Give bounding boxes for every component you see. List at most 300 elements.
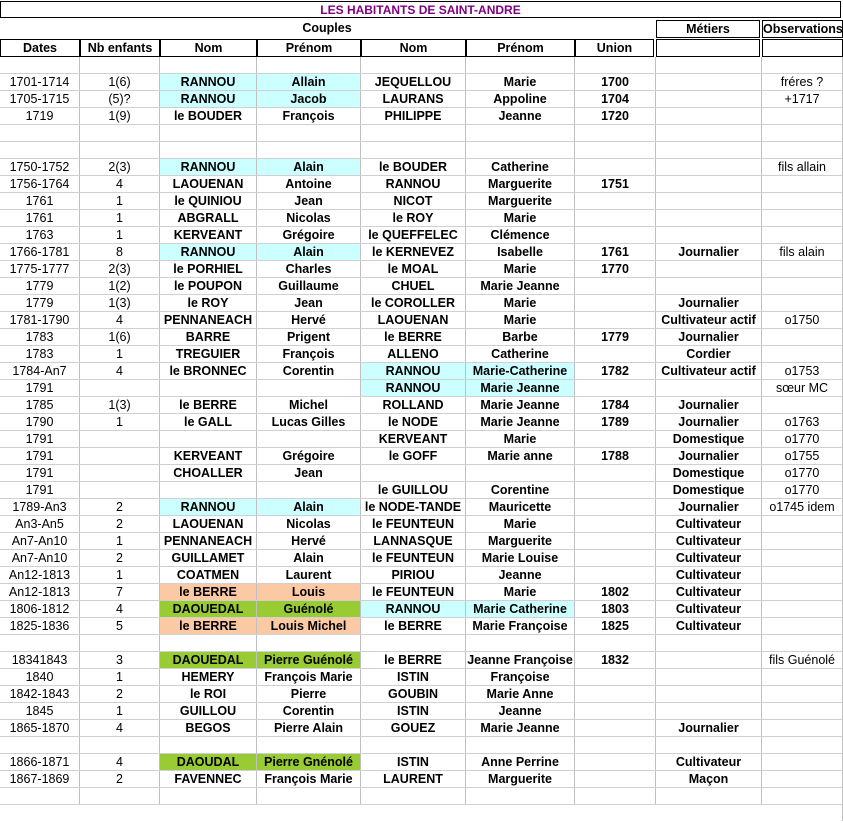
cell-prenom-wife[interactable]: Marie Jeanne: [466, 380, 575, 397]
cell-dates[interactable]: 1705-1715: [0, 91, 80, 108]
cell-prenom-wife[interactable]: Marguerite: [466, 533, 575, 550]
cell-metiers[interactable]: [656, 176, 762, 193]
cell-dates[interactable]: 1783: [0, 329, 80, 346]
cell-metiers[interactable]: [656, 227, 762, 244]
cell-observations[interactable]: fils Guénolé: [762, 652, 843, 669]
cell-union[interactable]: [575, 193, 656, 210]
cell-dates[interactable]: 1806-1812: [0, 601, 80, 618]
cell-observations[interactable]: [762, 703, 843, 720]
cell-prenom-husband[interactable]: Alain: [257, 159, 361, 176]
cell-nb-enfants[interactable]: 1: [80, 703, 160, 720]
cell-dates[interactable]: 1766-1781: [0, 244, 80, 261]
cell-nom-wife[interactable]: le FEUNTEUN: [361, 516, 466, 533]
cell-dates[interactable]: 1763: [0, 227, 80, 244]
cell-dates[interactable]: [0, 57, 80, 74]
cell-nom-husband[interactable]: RANNOU: [160, 74, 257, 91]
cell-prenom-wife[interactable]: Marie: [466, 295, 575, 312]
cell-union[interactable]: [575, 57, 656, 74]
cell-nom-husband[interactable]: LAOUENAN: [160, 516, 257, 533]
cell-nb-enfants[interactable]: 3: [80, 652, 160, 669]
cell-dates[interactable]: 1791: [0, 380, 80, 397]
cell-nb-enfants[interactable]: 1(2): [80, 278, 160, 295]
cell-prenom-husband[interactable]: [257, 737, 361, 754]
cell-prenom-wife[interactable]: Marie Jeanne: [466, 278, 575, 295]
cell-union[interactable]: [575, 771, 656, 788]
cell-prenom-wife[interactable]: Jeanne: [466, 703, 575, 720]
cell-union[interactable]: [575, 210, 656, 227]
cell-union[interactable]: [575, 431, 656, 448]
cell-dates[interactable]: 1783: [0, 346, 80, 363]
col-header-prenom-husband[interactable]: Prénom: [257, 39, 361, 57]
cell-nom-wife[interactable]: [361, 635, 466, 652]
cell-dates[interactable]: 1761: [0, 193, 80, 210]
cell-prenom-husband[interactable]: Antoine: [257, 176, 361, 193]
cell-nom-wife[interactable]: le MOAL: [361, 261, 466, 278]
cell-metiers[interactable]: Domestique: [656, 465, 762, 482]
cell-observations[interactable]: [762, 227, 843, 244]
cell-union[interactable]: [575, 482, 656, 499]
cell-nom-wife[interactable]: le BOUDER: [361, 159, 466, 176]
cell-nom-husband[interactable]: le BERRE: [160, 584, 257, 601]
cell-observations[interactable]: [762, 176, 843, 193]
cell-prenom-husband[interactable]: Prigent: [257, 329, 361, 346]
cell-union[interactable]: 1789: [575, 414, 656, 431]
cell-prenom-wife[interactable]: Marie Louise: [466, 550, 575, 567]
cell-observations[interactable]: [762, 142, 843, 159]
cell-nom-wife[interactable]: ROLLAND: [361, 397, 466, 414]
cell-nom-husband[interactable]: le ROY: [160, 295, 257, 312]
cell-nom-husband[interactable]: le QUINIOU: [160, 193, 257, 210]
cell-metiers[interactable]: [656, 635, 762, 652]
cell-nb-enfants[interactable]: 2(3): [80, 159, 160, 176]
cell-dates[interactable]: An7-An10: [0, 533, 80, 550]
cell-nom-wife[interactable]: le BERRE: [361, 652, 466, 669]
cell-observations[interactable]: o1763: [762, 414, 843, 431]
cell-union[interactable]: 1700: [575, 74, 656, 91]
cell-union[interactable]: [575, 567, 656, 584]
cell-metiers[interactable]: [656, 193, 762, 210]
cell-nom-wife[interactable]: [361, 142, 466, 159]
cell-metiers[interactable]: Journalier: [656, 244, 762, 261]
cell-prenom-husband[interactable]: Nicolas: [257, 210, 361, 227]
cell-prenom-husband[interactable]: [257, 788, 361, 805]
cell-metiers[interactable]: [656, 91, 762, 108]
cell-metiers[interactable]: Domestique: [656, 482, 762, 499]
cell-nom-husband[interactable]: HEMERY: [160, 669, 257, 686]
cell-observations[interactable]: fils allain: [762, 159, 843, 176]
cell-nb-enfants[interactable]: [80, 125, 160, 142]
cell-prenom-wife[interactable]: Marie: [466, 584, 575, 601]
cell-metiers[interactable]: Journalier: [656, 499, 762, 516]
cell-nom-wife[interactable]: [361, 788, 466, 805]
cell-dates[interactable]: 1750-1752: [0, 159, 80, 176]
cell-dates[interactable]: 1842-1843: [0, 686, 80, 703]
cell-nom-wife[interactable]: ISTIN: [361, 669, 466, 686]
col-header-observations[interactable]: [762, 39, 843, 57]
cell-prenom-wife[interactable]: Marie: [466, 516, 575, 533]
cell-prenom-husband[interactable]: Pierre Alain: [257, 720, 361, 737]
cell-nom-wife[interactable]: le BERRE: [361, 618, 466, 635]
cell-metiers[interactable]: [656, 788, 762, 805]
cell-dates[interactable]: 1779: [0, 295, 80, 312]
cell-observations[interactable]: o1753: [762, 363, 843, 380]
cell-nom-husband[interactable]: GUILLAMET: [160, 550, 257, 567]
cell-observations[interactable]: sœur MC: [762, 380, 843, 397]
cell-nom-husband[interactable]: LAOUENAN: [160, 176, 257, 193]
cell-nom-wife[interactable]: [361, 737, 466, 754]
cell-dates[interactable]: 1867-1869: [0, 771, 80, 788]
cell-union[interactable]: [575, 669, 656, 686]
cell-observations[interactable]: [762, 533, 843, 550]
cell-metiers[interactable]: Cultivateur: [656, 516, 762, 533]
col-header-prenom-wife[interactable]: Prénom: [466, 39, 575, 57]
cell-nom-husband[interactable]: [160, 788, 257, 805]
cell-metiers[interactable]: [656, 652, 762, 669]
cell-nom-wife[interactable]: LAURANS: [361, 91, 466, 108]
cell-dates[interactable]: An7-An10: [0, 550, 80, 567]
cell-nb-enfants[interactable]: 1: [80, 669, 160, 686]
cell-observations[interactable]: fréres ?: [762, 74, 843, 91]
cell-observations[interactable]: [762, 329, 843, 346]
cell-metiers[interactable]: Cultivateur: [656, 533, 762, 550]
cell-union[interactable]: [575, 550, 656, 567]
cell-union[interactable]: [575, 159, 656, 176]
cell-nom-husband[interactable]: [160, 57, 257, 74]
cell-union[interactable]: [575, 737, 656, 754]
cell-nb-enfants[interactable]: [80, 142, 160, 159]
cell-observations[interactable]: o1770: [762, 465, 843, 482]
cell-union[interactable]: 1782: [575, 363, 656, 380]
cell-nb-enfants[interactable]: 1(9): [80, 108, 160, 125]
cell-prenom-wife[interactable]: Françoise: [466, 669, 575, 686]
cell-prenom-husband[interactable]: [257, 380, 361, 397]
cell-union[interactable]: 1704: [575, 91, 656, 108]
cell-observations[interactable]: [762, 346, 843, 363]
cell-nb-enfants[interactable]: 1(6): [80, 74, 160, 91]
cell-nom-husband[interactable]: RANNOU: [160, 91, 257, 108]
cell-metiers[interactable]: [656, 74, 762, 91]
cell-observations[interactable]: [762, 210, 843, 227]
cell-nom-wife[interactable]: le GUILLOU: [361, 482, 466, 499]
cell-prenom-husband[interactable]: Guénolé: [257, 601, 361, 618]
cell-metiers[interactable]: [656, 108, 762, 125]
cell-nom-husband[interactable]: le POUPON: [160, 278, 257, 295]
cell-nb-enfants[interactable]: (5)?: [80, 91, 160, 108]
cell-nom-wife[interactable]: le COROLLER: [361, 295, 466, 312]
cell-nom-wife[interactable]: ISTIN: [361, 754, 466, 771]
cell-prenom-husband[interactable]: François: [257, 346, 361, 363]
cell-nb-enfants[interactable]: [80, 737, 160, 754]
cell-prenom-wife[interactable]: [466, 142, 575, 159]
cell-nom-wife[interactable]: ALLENO: [361, 346, 466, 363]
cell-prenom-wife[interactable]: Marie-Catherine: [466, 363, 575, 380]
cell-prenom-wife[interactable]: Marguerite: [466, 193, 575, 210]
cell-union[interactable]: 1788: [575, 448, 656, 465]
cell-prenom-husband[interactable]: [257, 635, 361, 652]
cell-nom-wife[interactable]: LANNASQUE: [361, 533, 466, 550]
cell-nom-husband[interactable]: KERVEANT: [160, 227, 257, 244]
cell-prenom-wife[interactable]: Marie Anne: [466, 686, 575, 703]
cell-prenom-husband[interactable]: Grégoire: [257, 448, 361, 465]
cell-observations[interactable]: [762, 771, 843, 788]
cell-prenom-wife[interactable]: Jeanne: [466, 567, 575, 584]
cell-metiers[interactable]: [656, 125, 762, 142]
cell-union[interactable]: [575, 754, 656, 771]
cell-observations[interactable]: o1755: [762, 448, 843, 465]
cell-metiers[interactable]: Cordier: [656, 346, 762, 363]
cell-prenom-husband[interactable]: François Marie: [257, 669, 361, 686]
cell-union[interactable]: [575, 635, 656, 652]
cell-nb-enfants[interactable]: [80, 431, 160, 448]
cell-dates[interactable]: An12-1813: [0, 584, 80, 601]
cell-metiers[interactable]: [656, 380, 762, 397]
cell-observations[interactable]: [762, 516, 843, 533]
cell-union[interactable]: [575, 312, 656, 329]
cell-nom-wife[interactable]: RANNOU: [361, 176, 466, 193]
cell-dates[interactable]: 18341843: [0, 652, 80, 669]
cell-nom-husband[interactable]: RANNOU: [160, 244, 257, 261]
cell-prenom-husband[interactable]: Jean: [257, 193, 361, 210]
cell-nom-husband[interactable]: [160, 142, 257, 159]
cell-nb-enfants[interactable]: 2(3): [80, 261, 160, 278]
cell-nom-wife[interactable]: le GOFF: [361, 448, 466, 465]
cell-nom-husband[interactable]: le PORHIEL: [160, 261, 257, 278]
col-header-dates[interactable]: Dates: [0, 39, 80, 57]
cell-prenom-wife[interactable]: Marie Jeanne: [466, 414, 575, 431]
cell-dates[interactable]: 1840: [0, 669, 80, 686]
cell-nom-wife[interactable]: le NODE-TANDE: [361, 499, 466, 516]
cell-union[interactable]: [575, 227, 656, 244]
cell-metiers[interactable]: Journalier: [656, 720, 762, 737]
cell-observations[interactable]: o1750: [762, 312, 843, 329]
cell-nb-enfants[interactable]: 2: [80, 771, 160, 788]
cell-union[interactable]: [575, 499, 656, 516]
cell-prenom-wife[interactable]: Marie: [466, 431, 575, 448]
cell-union[interactable]: 1825: [575, 618, 656, 635]
cell-prenom-wife[interactable]: [466, 465, 575, 482]
cell-metiers[interactable]: Cultivateur: [656, 550, 762, 567]
cell-union[interactable]: 1720: [575, 108, 656, 125]
cell-nb-enfants[interactable]: [80, 482, 160, 499]
cell-metiers[interactable]: Maçon: [656, 771, 762, 788]
cell-prenom-wife[interactable]: Isabelle: [466, 244, 575, 261]
cell-metiers[interactable]: Cultivateur: [656, 618, 762, 635]
cell-union[interactable]: [575, 278, 656, 295]
cell-dates[interactable]: 1791: [0, 448, 80, 465]
cell-nom-husband[interactable]: [160, 431, 257, 448]
cell-nom-wife[interactable]: PHILIPPE: [361, 108, 466, 125]
cell-nom-wife[interactable]: LAURENT: [361, 771, 466, 788]
cell-nb-enfants[interactable]: [80, 465, 160, 482]
cell-nom-husband[interactable]: COATMEN: [160, 567, 257, 584]
cell-nb-enfants[interactable]: 5: [80, 618, 160, 635]
cell-dates[interactable]: 1785: [0, 397, 80, 414]
cell-prenom-husband[interactable]: Pierre Guénolé: [257, 652, 361, 669]
cell-observations[interactable]: [762, 278, 843, 295]
cell-prenom-husband[interactable]: Alain: [257, 550, 361, 567]
cell-nom-wife[interactable]: le KERNEVEZ: [361, 244, 466, 261]
cell-prenom-husband[interactable]: Allain: [257, 74, 361, 91]
cell-dates[interactable]: 1719: [0, 108, 80, 125]
cell-dates[interactable]: 1865-1870: [0, 720, 80, 737]
cell-prenom-husband[interactable]: Nicolas: [257, 516, 361, 533]
cell-prenom-husband[interactable]: [257, 125, 361, 142]
cell-nb-enfants[interactable]: 4: [80, 176, 160, 193]
cell-prenom-husband[interactable]: Grégoire: [257, 227, 361, 244]
cell-union[interactable]: [575, 720, 656, 737]
cell-dates[interactable]: 1789-An3: [0, 499, 80, 516]
cell-metiers[interactable]: [656, 57, 762, 74]
cell-dates[interactable]: 1775-1777: [0, 261, 80, 278]
cell-nom-wife[interactable]: le FEUNTEUN: [361, 584, 466, 601]
cell-nb-enfants[interactable]: 1: [80, 567, 160, 584]
cell-metiers[interactable]: Journalier: [656, 329, 762, 346]
cell-nb-enfants[interactable]: 2: [80, 499, 160, 516]
cell-observations[interactable]: [762, 584, 843, 601]
cell-metiers[interactable]: Journalier: [656, 295, 762, 312]
cell-nb-enfants[interactable]: 4: [80, 720, 160, 737]
cell-metiers[interactable]: Journalier: [656, 414, 762, 431]
cell-nom-husband[interactable]: RANNOU: [160, 159, 257, 176]
cell-nom-wife[interactable]: ISTIN: [361, 703, 466, 720]
cell-metiers[interactable]: Cultivateur actif: [656, 312, 762, 329]
cell-nom-wife[interactable]: [361, 465, 466, 482]
cell-metiers[interactable]: Cultivateur: [656, 601, 762, 618]
cell-prenom-wife[interactable]: Marie: [466, 312, 575, 329]
cell-prenom-wife[interactable]: Barbe: [466, 329, 575, 346]
cell-prenom-wife[interactable]: [466, 57, 575, 74]
cell-prenom-husband[interactable]: Pierre Gnénolé: [257, 754, 361, 771]
cell-prenom-husband[interactable]: Alain: [257, 244, 361, 261]
cell-observations[interactable]: o1745 idem: [762, 499, 843, 516]
cell-nom-husband[interactable]: KERVEANT: [160, 448, 257, 465]
cell-prenom-wife[interactable]: Marguerite: [466, 176, 575, 193]
cell-nom-wife[interactable]: le ROY: [361, 210, 466, 227]
cell-nom-husband[interactable]: ABGRALL: [160, 210, 257, 227]
cell-prenom-wife[interactable]: [466, 737, 575, 754]
cell-dates[interactable]: 1791: [0, 431, 80, 448]
cell-dates[interactable]: 1790: [0, 414, 80, 431]
cell-nb-enfants[interactable]: 1(3): [80, 397, 160, 414]
cell-dates[interactable]: 1701-1714: [0, 74, 80, 91]
cell-prenom-husband[interactable]: [257, 482, 361, 499]
cell-observations[interactable]: [762, 618, 843, 635]
cell-prenom-husband[interactable]: François Marie: [257, 771, 361, 788]
cell-nom-husband[interactable]: le BRONNEC: [160, 363, 257, 380]
cell-observations[interactable]: [762, 108, 843, 125]
cell-prenom-wife[interactable]: Catherine: [466, 159, 575, 176]
cell-nb-enfants[interactable]: 1: [80, 193, 160, 210]
cell-metiers[interactable]: [656, 261, 762, 278]
cell-union[interactable]: [575, 465, 656, 482]
cell-dates[interactable]: 1866-1871: [0, 754, 80, 771]
cell-nom-husband[interactable]: DAOUEDAL: [160, 601, 257, 618]
cell-dates[interactable]: 1756-1764: [0, 176, 80, 193]
cell-nom-wife[interactable]: [361, 125, 466, 142]
cell-observations[interactable]: [762, 125, 843, 142]
cell-nom-wife[interactable]: le NODE: [361, 414, 466, 431]
cell-metiers[interactable]: Domestique: [656, 431, 762, 448]
cell-nom-husband[interactable]: TREGUIER: [160, 346, 257, 363]
cell-metiers[interactable]: [656, 159, 762, 176]
cell-observations[interactable]: [762, 261, 843, 278]
cell-union[interactable]: [575, 516, 656, 533]
cell-prenom-wife[interactable]: Marguerite: [466, 771, 575, 788]
cell-dates[interactable]: [0, 125, 80, 142]
cell-nb-enfants[interactable]: 1: [80, 346, 160, 363]
cell-metiers[interactable]: [656, 703, 762, 720]
cell-prenom-wife[interactable]: Marie Jeanne: [466, 397, 575, 414]
cell-nom-husband[interactable]: le ROI: [160, 686, 257, 703]
cell-metiers[interactable]: Journalier: [656, 397, 762, 414]
cell-nom-husband[interactable]: [160, 635, 257, 652]
cell-prenom-wife[interactable]: [466, 635, 575, 652]
cell-union[interactable]: [575, 703, 656, 720]
cell-nb-enfants[interactable]: 7: [80, 584, 160, 601]
cell-prenom-husband[interactable]: Charles: [257, 261, 361, 278]
cell-prenom-husband[interactable]: [257, 142, 361, 159]
cell-nom-husband[interactable]: [160, 482, 257, 499]
cell-nom-wife[interactable]: RANNOU: [361, 380, 466, 397]
col-header-nom-wife[interactable]: Nom: [361, 39, 466, 57]
cell-observations[interactable]: fils alain: [762, 244, 843, 261]
cell-nom-wife[interactable]: JEQUELLOU: [361, 74, 466, 91]
cell-prenom-husband[interactable]: François: [257, 108, 361, 125]
cell-prenom-wife[interactable]: Marie Catherine: [466, 601, 575, 618]
cell-nom-husband[interactable]: PENNANEACH: [160, 312, 257, 329]
cell-nb-enfants[interactable]: [80, 448, 160, 465]
cell-nb-enfants[interactable]: [80, 57, 160, 74]
cell-observations[interactable]: [762, 788, 843, 805]
cell-nom-husband[interactable]: FAVENNEC: [160, 771, 257, 788]
cell-union[interactable]: [575, 346, 656, 363]
cell-dates[interactable]: 1784-An7: [0, 363, 80, 380]
cell-union[interactable]: 1803: [575, 601, 656, 618]
cell-metiers[interactable]: [656, 686, 762, 703]
cell-union[interactable]: [575, 788, 656, 805]
cell-prenom-wife[interactable]: Marie: [466, 210, 575, 227]
cell-nom-wife[interactable]: KERVEANT: [361, 431, 466, 448]
cell-observations[interactable]: [762, 397, 843, 414]
cell-union[interactable]: [575, 380, 656, 397]
cell-metiers[interactable]: [656, 737, 762, 754]
cell-observations[interactable]: o1770: [762, 431, 843, 448]
cell-nom-wife[interactable]: LAOUENAN: [361, 312, 466, 329]
cell-nb-enfants[interactable]: 2: [80, 686, 160, 703]
cell-metiers[interactable]: Cultivateur: [656, 567, 762, 584]
cell-observations[interactable]: [762, 193, 843, 210]
cell-observations[interactable]: [762, 686, 843, 703]
cell-nb-enfants[interactable]: 1: [80, 533, 160, 550]
cell-nom-wife[interactable]: NICOT: [361, 193, 466, 210]
cell-prenom-wife[interactable]: Marie: [466, 261, 575, 278]
cell-prenom-husband[interactable]: Corentin: [257, 363, 361, 380]
col-header-union[interactable]: Union: [575, 39, 654, 57]
cell-observations[interactable]: [762, 669, 843, 686]
cell-prenom-wife[interactable]: Mauricette: [466, 499, 575, 516]
cell-dates[interactable]: [0, 788, 80, 805]
cell-nom-husband[interactable]: le BERRE: [160, 618, 257, 635]
cell-metiers[interactable]: [656, 142, 762, 159]
cell-nom-wife[interactable]: GOUEZ: [361, 720, 466, 737]
cell-nom-husband[interactable]: RANNOU: [160, 499, 257, 516]
cell-metiers[interactable]: [656, 210, 762, 227]
cell-nom-wife[interactable]: CHUEL: [361, 278, 466, 295]
cell-observations[interactable]: [762, 550, 843, 567]
cell-prenom-wife[interactable]: Jeanne Françoise: [466, 652, 575, 669]
cell-nom-husband[interactable]: DAOUDAL: [160, 754, 257, 771]
cell-dates[interactable]: 1825-1836: [0, 618, 80, 635]
